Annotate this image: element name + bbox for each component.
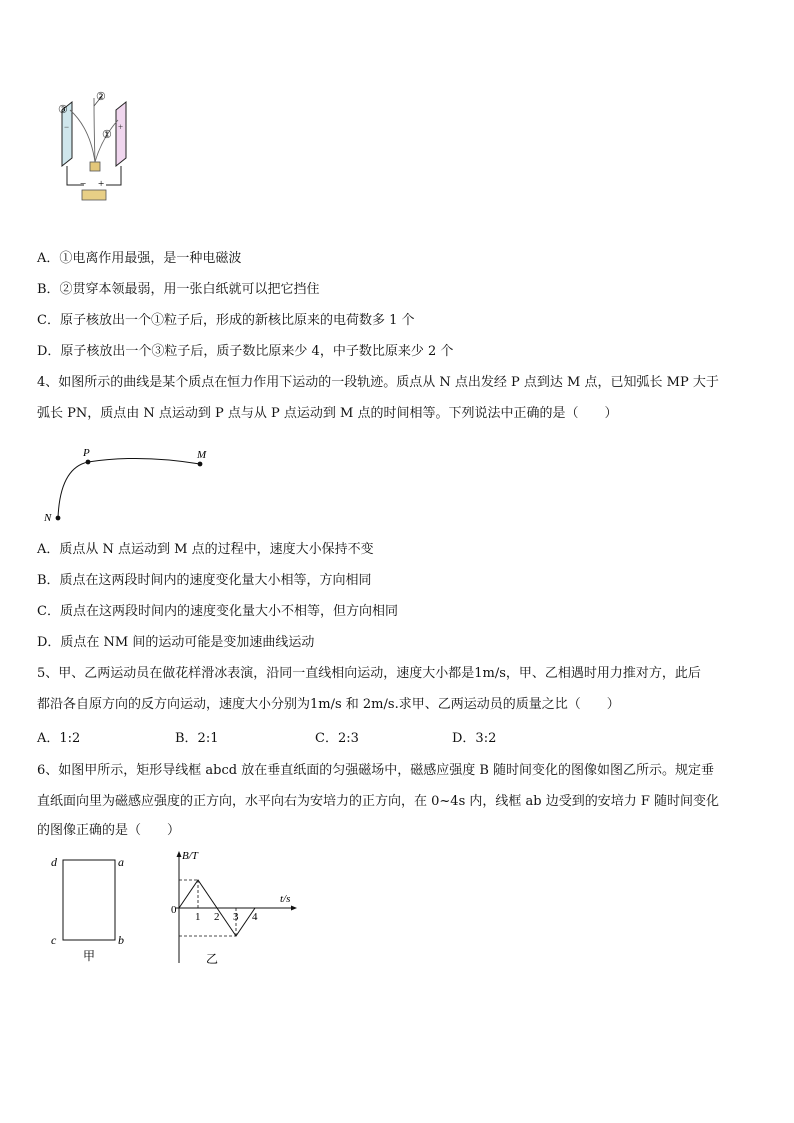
x-tick-label: 2 xyxy=(214,911,220,923)
svg-text:+: + xyxy=(98,178,105,190)
y-axis-label: B/T xyxy=(182,850,198,862)
q5-option-c: C．2:3 xyxy=(315,731,359,746)
svg-text:c: c xyxy=(51,933,57,947)
wire-frame xyxy=(63,860,115,940)
x-axis-label: t/s xyxy=(280,893,291,905)
frame-figure xyxy=(45,848,145,973)
q3-option-c: C．原子核放出一个①粒子后，形成的新核比原来的电荷数多 1 个 xyxy=(37,313,415,328)
label-1: ① xyxy=(102,129,112,141)
q4-stem-line2: 弧长 PN，质点由 N 点运动到 P 点与从 P 点运动到 M 点的时间相等。下列说法中正确的是（ ） xyxy=(37,406,618,421)
q5-stem-line1: 5、甲、乙两运动员在做花样滑冰表演，沿同一直线相向运动，速度大小都是1m/s，甲、乙相遇时用力推对方，此后 xyxy=(37,666,701,681)
svg-text:M: M xyxy=(197,449,207,461)
q3-option-b: B．②贯穿本领最弱，用一张白纸就可以把它挡住 xyxy=(37,282,320,297)
battery xyxy=(82,190,106,200)
svg-text:a: a xyxy=(118,855,124,869)
q5-option-a: A．1:2 xyxy=(37,731,81,746)
q3-option-a: A．①电离作用最强，是一种电磁波 xyxy=(37,251,242,266)
bt-graph xyxy=(168,845,308,970)
radiation-figure xyxy=(50,88,190,208)
x-tick-label: 3 xyxy=(233,911,239,923)
svg-text:d: d xyxy=(51,855,57,869)
q6-stem-line3: 的图像正确的是（ ） xyxy=(37,823,181,838)
q3-option-d: D．原子核放出一个③粒子后，质子数比原来少 4，中子数比原来少 2 个 xyxy=(37,344,454,359)
q6-stem-line2: 直纸面向里为磁感应强度的正方向，水平向右为安培力的正方向，在 0~4s 内，线框 ab 边受到的安培力 F 随时间变化 xyxy=(37,794,719,809)
point-n xyxy=(56,516,61,521)
label-3: ③ xyxy=(58,104,68,116)
q5-option-b: B．2:1 xyxy=(175,731,219,746)
graph-caption: 乙 xyxy=(206,952,219,966)
q4-option-c: C．质点在这两段时间内的速度变化量大小不相等，但方向相同 xyxy=(37,604,398,619)
svg-text:−: − xyxy=(80,178,87,190)
trajectory-figure xyxy=(40,448,240,528)
q4-stem-line1: 4、如图所示的曲线是某个质点在恒力作用下运动的一段轨迹。质点从 N 点出发经 P 点到达 M 点，已知弧长 MP 大于 xyxy=(37,375,719,390)
svg-text:N: N xyxy=(44,512,52,524)
source-block xyxy=(90,162,100,171)
q4-option-d: D．质点在 NM 间的运动可能是变加速曲线运动 xyxy=(37,635,315,650)
svg-text:P: P xyxy=(83,448,90,459)
svg-text:+: + xyxy=(118,122,124,132)
svg-text:−: − xyxy=(64,122,70,132)
svg-text:b: b xyxy=(118,933,124,947)
origin-label: 0 xyxy=(171,904,177,916)
q5-stem-line2: 都沿各自原方向的反方向运动，速度大小分别为1m/s 和 2m/s.求甲、乙两运动员的质量之比（ ） xyxy=(37,697,620,712)
label-2: ② xyxy=(96,91,106,103)
point-p xyxy=(86,460,91,465)
q4-option-a: A．质点从 N 点运动到 M 点的过程中，速度大小保持不变 xyxy=(37,542,374,557)
q5-option-d: D．3:2 xyxy=(452,731,497,746)
q6-stem-line1: 6、如图甲所示，矩形导线框 abcd 放在垂直纸面的匀强磁场中，磁感应强度 B 随时间变化的图像如图乙所示。规定垂 xyxy=(37,763,715,778)
trajectory-curve xyxy=(58,458,200,518)
frame-caption: 甲 xyxy=(83,949,96,963)
right-plate xyxy=(116,102,126,166)
x-tick-label: 4 xyxy=(252,911,258,923)
x-tick-label: 1 xyxy=(195,911,201,923)
point-m xyxy=(198,462,203,467)
q4-option-b: B．质点在这两段时间内的速度变化量大小相等，方向相同 xyxy=(37,573,372,588)
